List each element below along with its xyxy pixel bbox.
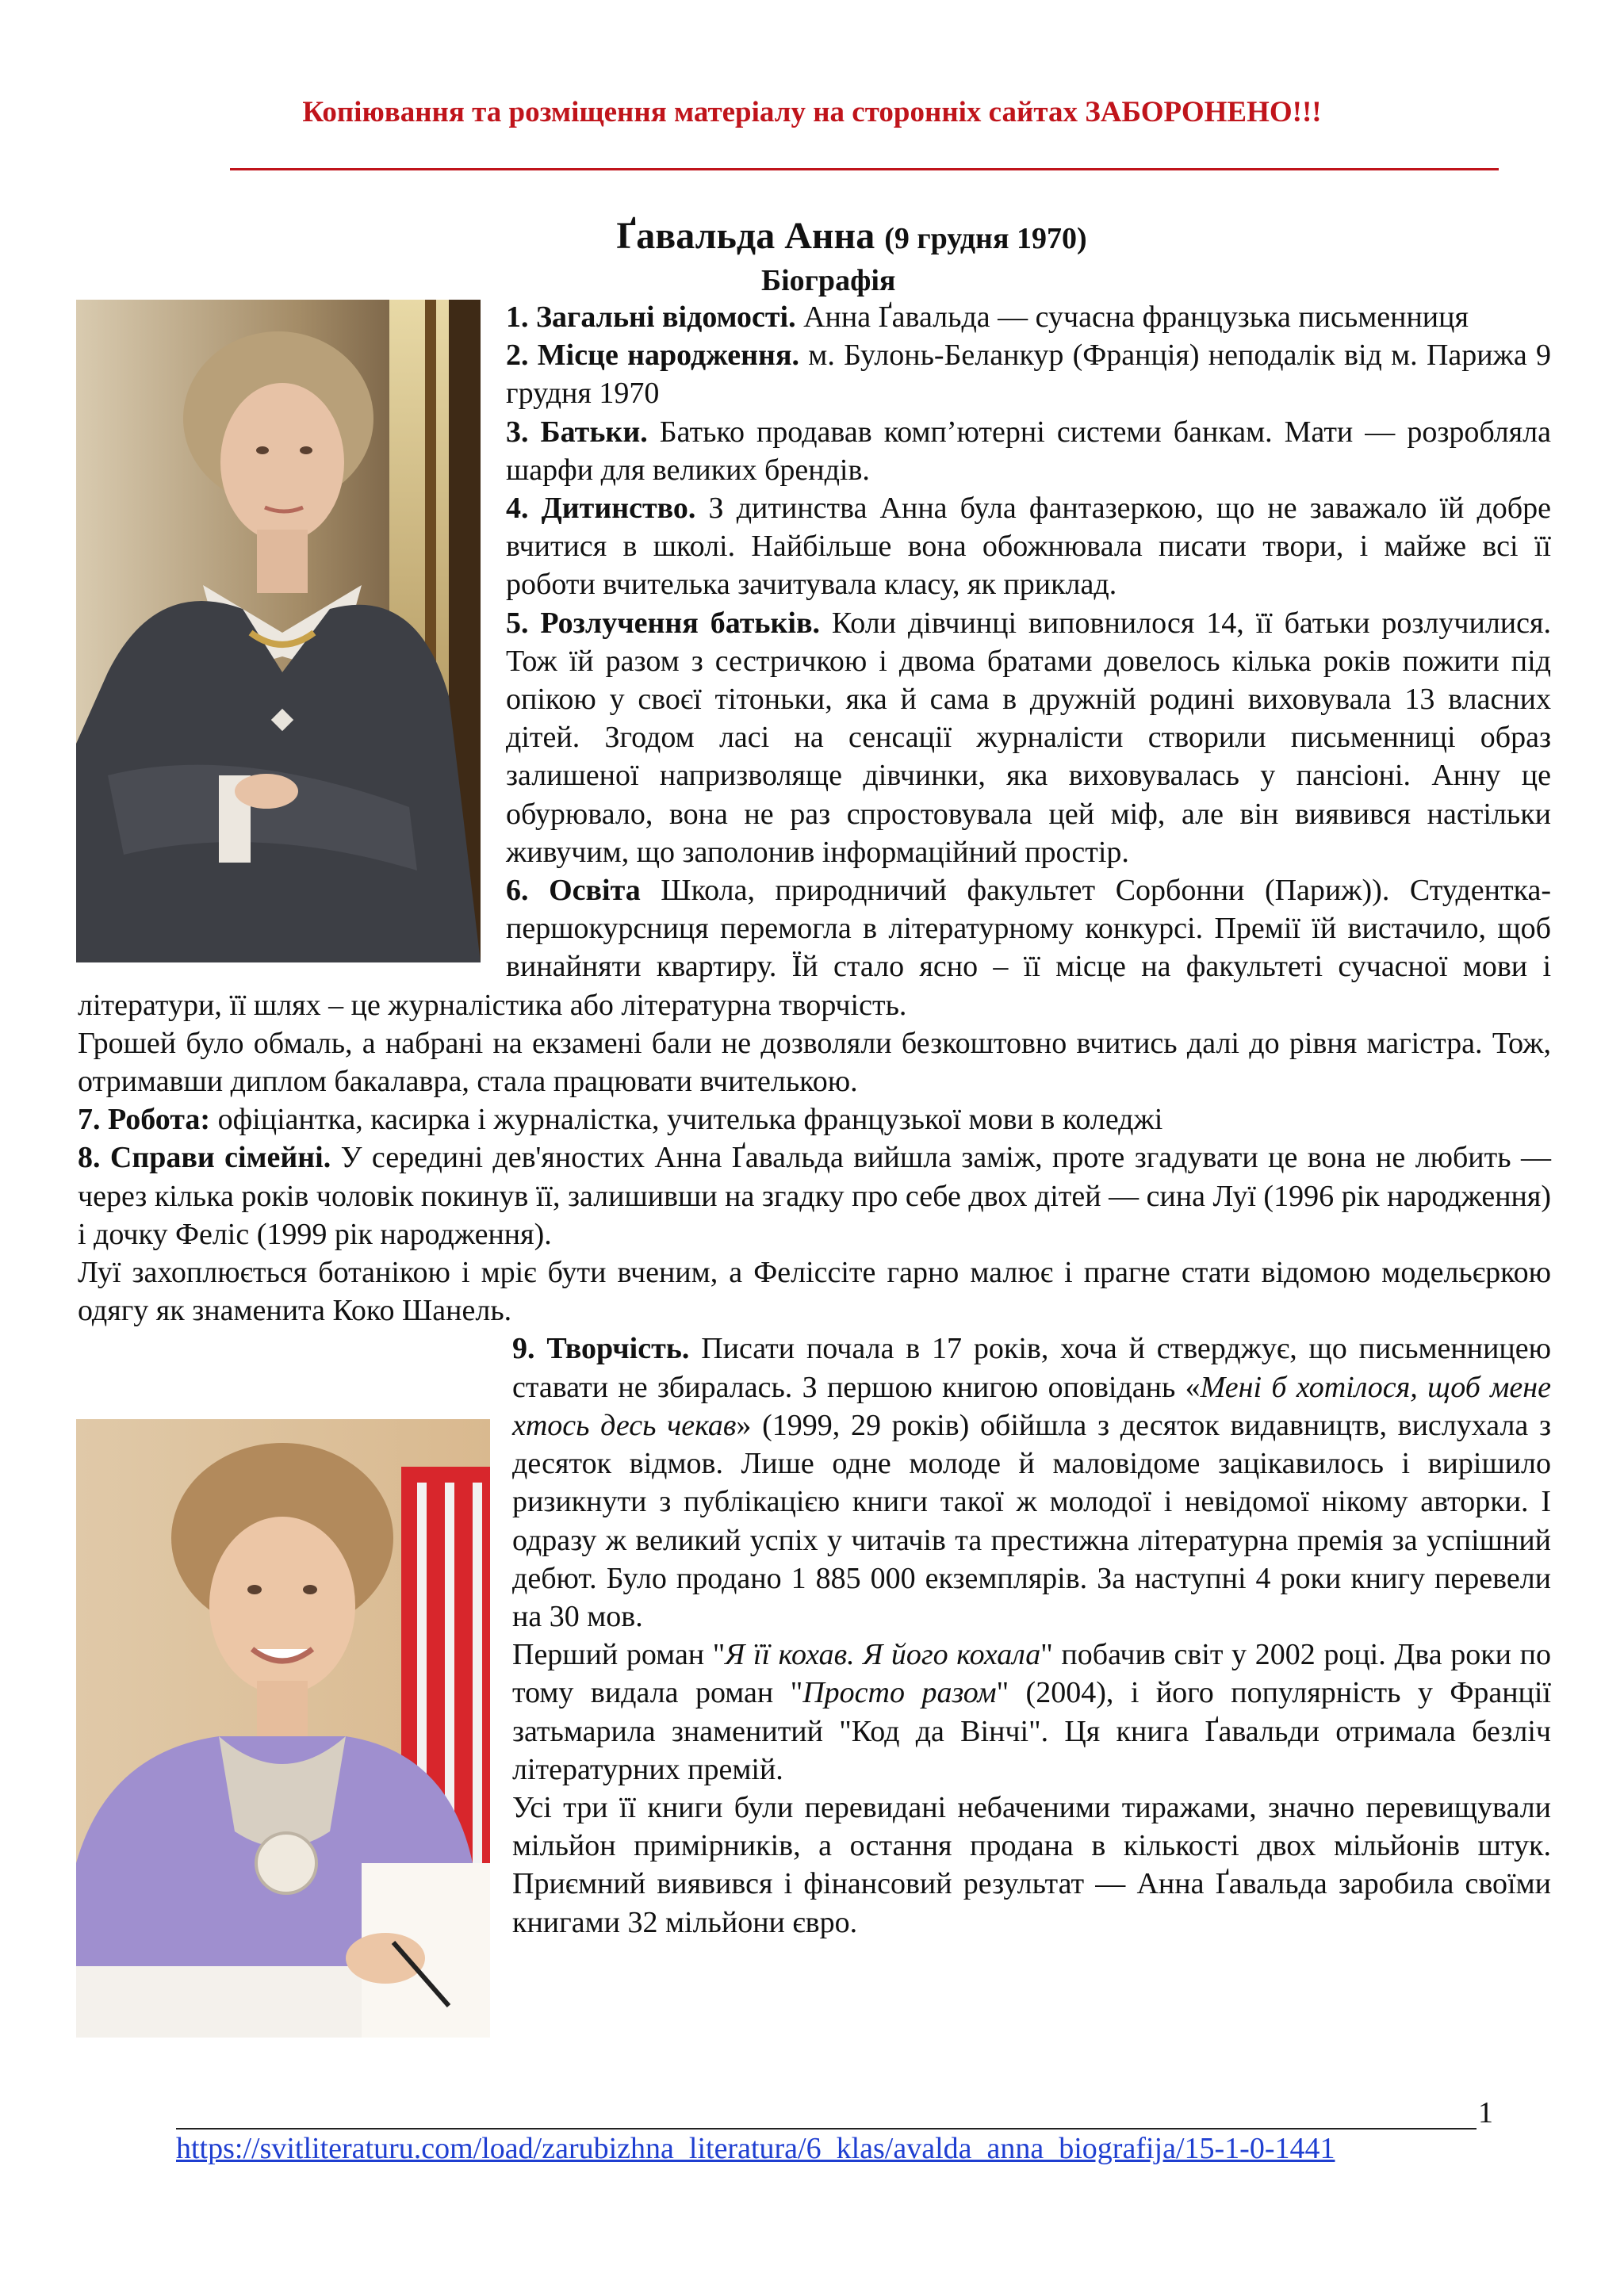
section-text: " (2004), і його популярність у Франції затьмарила знаменитий "Код да Вінчі". Ця книга Ґавальди отримала безліч літературних премій.	[512, 1676, 1551, 1786]
author-name: Ґавальда Анна	[616, 215, 875, 257]
section-text: м. Булонь-Беланкур (Франція) неподалік від м. Парижа 9 грудня 1970	[506, 339, 1551, 411]
source-link[interactable]: https://svitliteraturu.com/load/zarubizhna_literatura/6_klas/avalda_anna_biografija/15-1-0-1441	[176, 2132, 1335, 2165]
section-text: Батько продавав комп’ютерні системи банкам. Мати — розробляла шарфи для великих брендів.	[506, 415, 1551, 487]
section-heading: 7. Робота:	[78, 1103, 211, 1137]
section-text: У середині дев'яностих Анна Ґавальда вийшла заміж, проте згадувати це вона не любить — через кілька років чоловік покинув її, залишивши на згадку про себе двох дітей — сина Луї (1996 рік народження) і дочку Феліс (1999 рік народження).	[78, 1141, 1551, 1251]
section-text: З дитинства Анна була фантазеркою, що не заважало їй добре вчитися в школі. Найбільше вона обожнювала писати твори, і майже всі її роботи вчителька зачитувала класу, як приклад.	[506, 492, 1552, 602]
bio-section-8-continued	[78, 1253, 1551, 1330]
photo2-spacer	[78, 1330, 512, 1950]
section-text: Анна Ґавальда — сучасна французька письменниця	[795, 300, 1469, 334]
section-text: Усі три її книги були перевидані небаченими тиражами, значно перевищували мільйон примірників, а остання продана в кількості двох мільйонів штук. Приємний виявився і фінансовий результат — Анна Ґавальда заробила своїми книгами 32 мільйони євро.	[512, 1790, 1551, 1939]
banner-divider	[230, 168, 1499, 170]
section-text: Луї захоплюється ботанікою і мріє бути вченим, а Феліссіте гарно малює і прагне стати відомою модельєркою одягу як знаменита Коко Шанель.	[78, 1256, 1551, 1328]
birth-date: (9 грудня 1970)	[884, 222, 1087, 255]
section-text: Школа, природничий факультет Сорбонни (Париж)). Студентка-першокурсниця перемогла в літературному конкурсі. Премії їй вистачило, щоб винайняти квартиру. Їй стало ясно – її місце на факультеті сучасної мови і літератури, її шлях – це журналістика або літературна творчість.	[78, 874, 1551, 1022]
section-heading: 2. Місце народження.	[506, 339, 800, 373]
section-heading: 3. Батьки.	[506, 415, 648, 449]
photo1-spacer	[78, 298, 506, 959]
section-heading: 5. Розлучення батьків.	[506, 606, 820, 640]
bio-section-7	[78, 1100, 1551, 1138]
section-text: " побачив світ у 2002 році. Два роки по тому видала роман "	[512, 1638, 1551, 1710]
section-text: » (1999, 29 років) обійшла з десяток видавництв, вислухала з десяток відмов. Лише одне молоде й маловідоме зацікавилось і вирішило ризикнути з публікацією книги такої ж молодої і невідомої нікому авторки. І одразу ж великий успіх у читачів та престижна літературна премія за успішний дебют. Було продано 1 885 000 екземплярів. За наступні 4 роки книгу перевели на 30 мов.	[512, 1408, 1552, 1633]
section-heading: 1. Загальні відомості.	[506, 300, 796, 334]
section-text: Писати почала в 17 років, хоча й стверджує, що письменницею ставати не збиралась. З першою книгою оповідань «	[512, 1332, 1551, 1404]
footer-divider	[176, 2128, 1477, 2130]
section-text: Грошей було обмаль, а набрані на екзамені бали не дозволяли безкоштовно вчитись далі до рівня магістра. Тож, отримавши диплом бакалавра, стала працювати вчителькою.	[78, 1026, 1551, 1099]
copyright-warning: Копіювання та розміщення матеріалу на сторонніх сайтах ЗАБОРОНЕНО!!!	[302, 96, 1322, 128]
page-number: 1	[1478, 2096, 1493, 2130]
section-heading: 9. Творчість.	[512, 1332, 690, 1366]
section-title: Біографія	[761, 264, 896, 297]
section-text: офіціантка, касирка і журналістка, учителька французької мови в коледжі	[210, 1103, 1163, 1137]
page-title	[0, 214, 1624, 258]
book-title-2: Я її кохав. Я його кохала	[725, 1638, 1041, 1672]
bio-section-8	[78, 1138, 1551, 1253]
section-heading: 6. Освіта	[506, 874, 641, 908]
section-heading: 4. Дитинство.	[506, 492, 696, 526]
section-text: Перший роман "	[512, 1638, 726, 1672]
bio-section-6-continued	[78, 1024, 1551, 1100]
book-title-3: Просто разом	[802, 1676, 997, 1710]
section-text: Коли дівчинці виповнилося 14, її батьки розлучилися. Тож їй разом з сестричкою і двома братами довелось кілька років пожити під опікою у своєї тітоньки, яка й сама в дружній родині виховувала 13 власних дітей. Згодом ласі на сенсації журналісти створили письменниці образ залишеної напризволяще дівчинки, яка виховувалась у пансіоні. Анну це обурювало, вона не раз спростовувала цей міф, але він виявився настільки живучим, що заполонив інформаційний простір.	[506, 606, 1551, 869]
book-title-1: Мені б хотілося, щоб мене хтось десь чекав	[512, 1370, 1551, 1442]
section-heading: 8. Справи сімейні.	[78, 1141, 331, 1175]
biography-text	[78, 298, 1551, 1950]
